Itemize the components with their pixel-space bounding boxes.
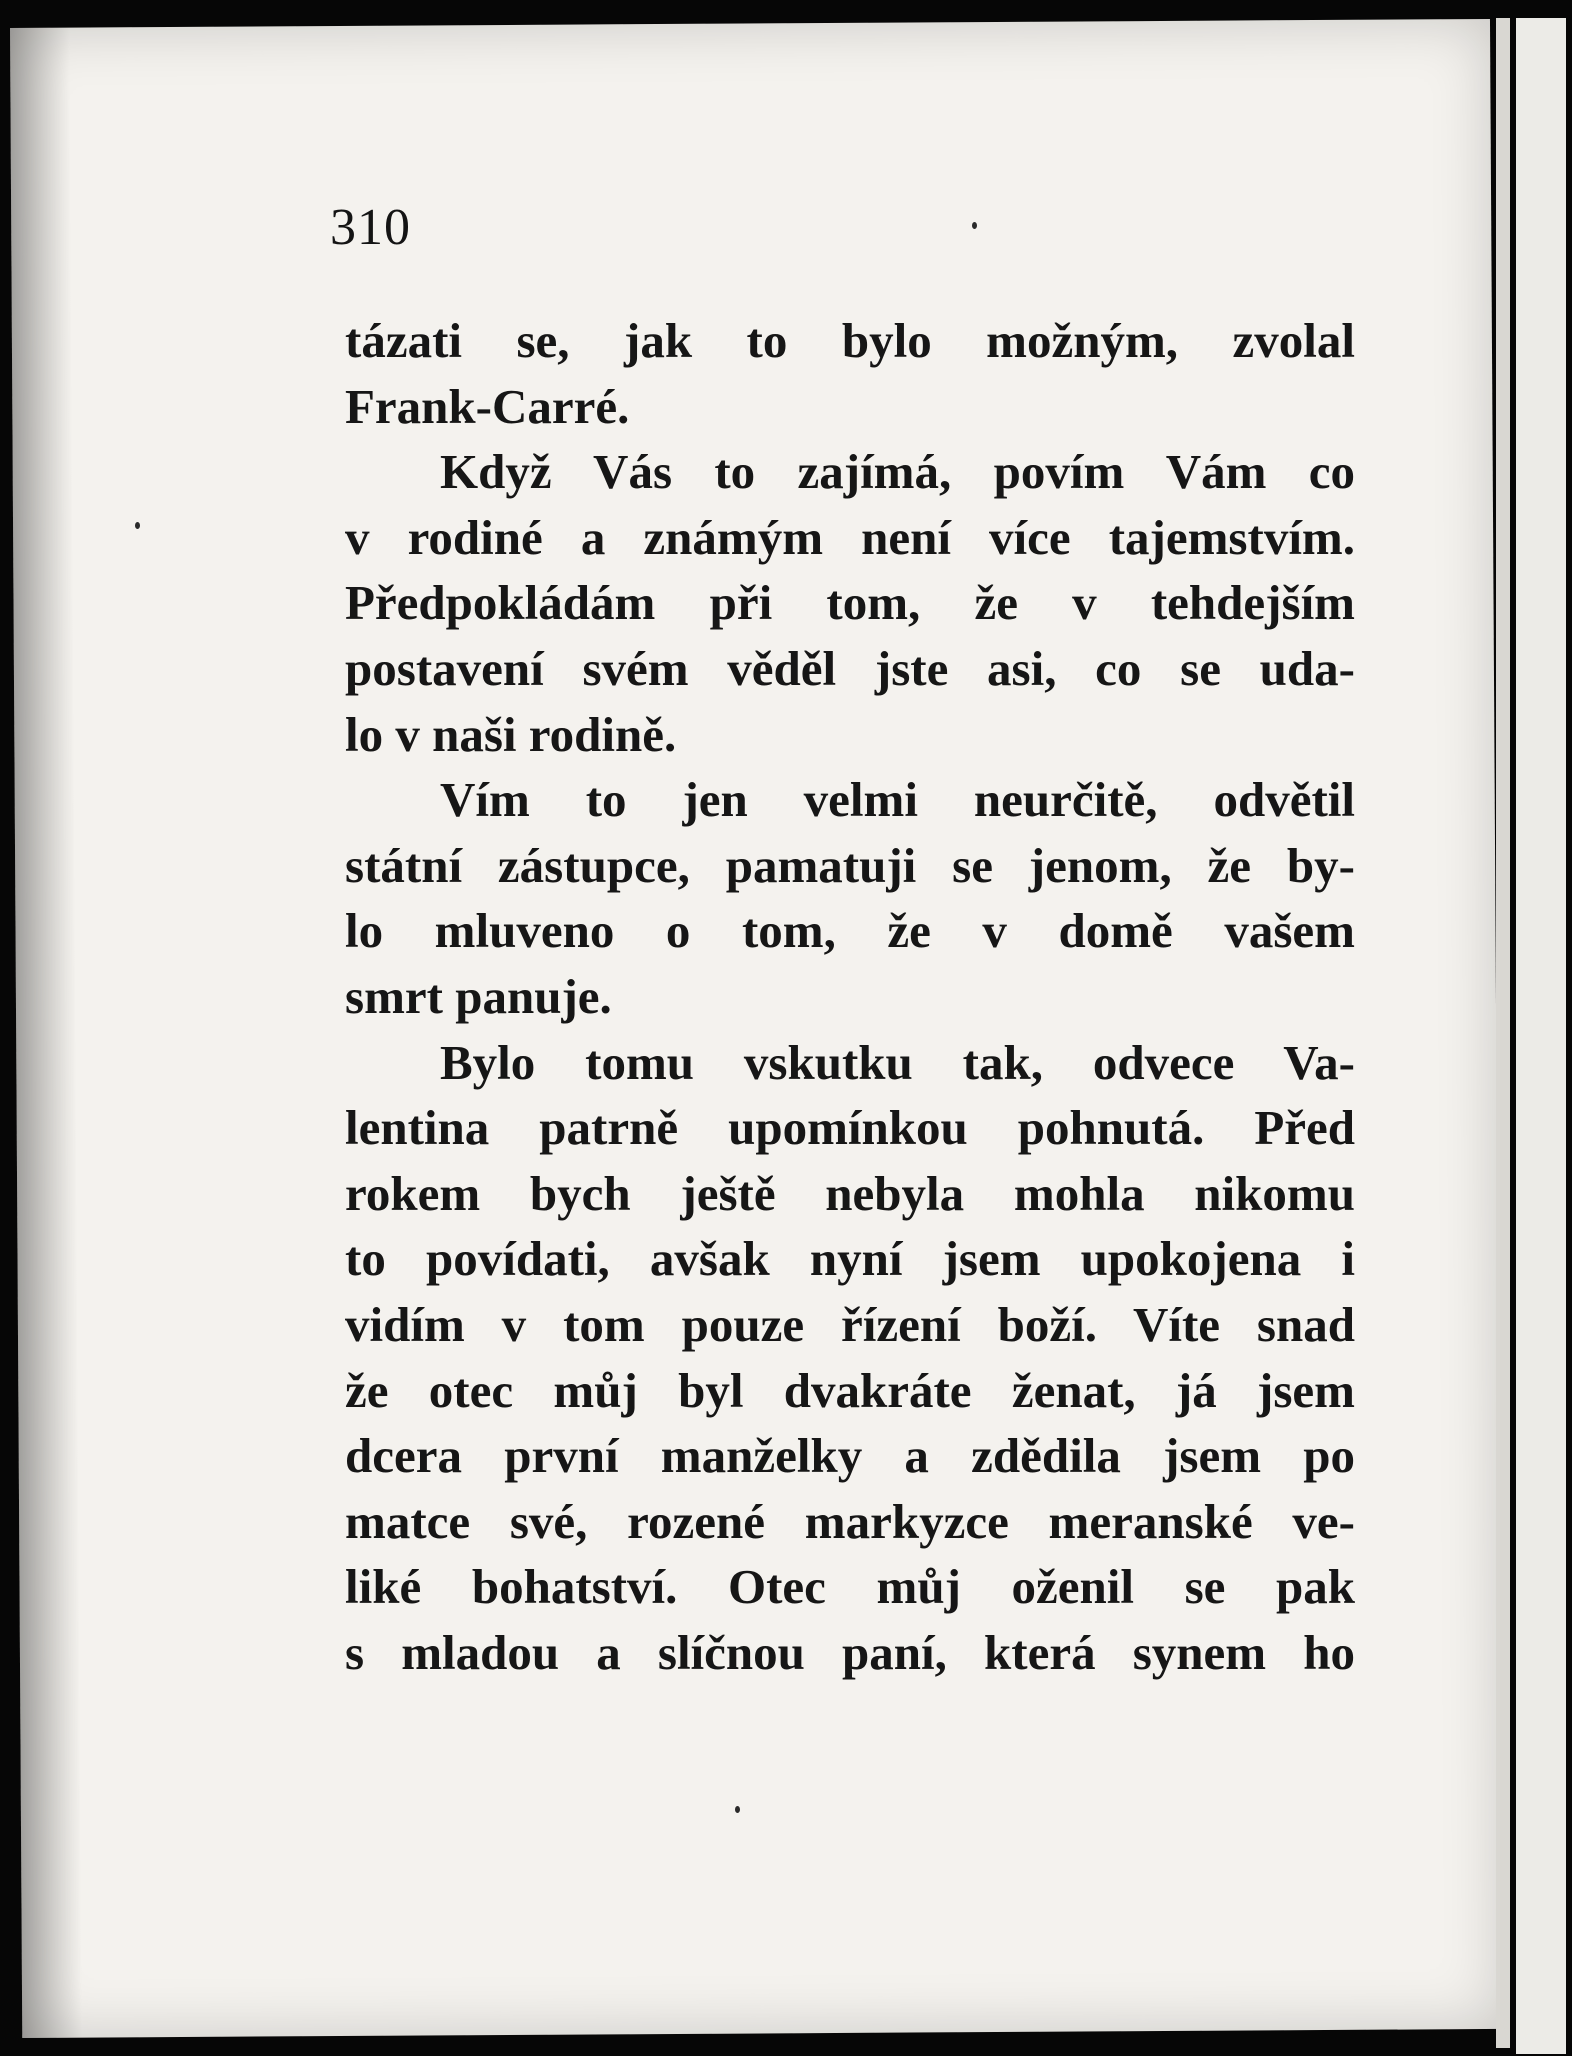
text-line: tázati se, jak to bylo možným, zvolal	[345, 313, 1355, 368]
text-line: lo mluveno o tom, že v domě vašem	[345, 903, 1355, 959]
ink-speck	[135, 522, 140, 529]
text-line: lentina patrně upomínkou pohnutá. Před	[345, 1100, 1355, 1156]
ink-speck	[972, 222, 977, 229]
page-shadow-edge	[10, 28, 82, 2038]
adjacent-page-edge	[1516, 18, 1566, 2054]
text-line: Frank-Carré.	[345, 378, 630, 434]
text-line: to povídati, avšak nyní jsem upokojena i	[345, 1231, 1355, 1287]
text-line: v rodiné a známým není více tajemstvím.	[345, 509, 1355, 565]
text-line: Předpokládám při tom, že v tehdejším	[345, 575, 1355, 631]
text-line: vidím v tom pouze řízení boží. Víte snad	[345, 1296, 1355, 1352]
body-text	[345, 308, 1355, 1685]
text-line: Bylo tomu vskutku tak, odvece Va-	[440, 1034, 1355, 1090]
text-line: liké bohatství. Otec můj oženil se pak	[345, 1559, 1355, 1615]
text-line: státní zástupce, pamatuji se jenom, že by-	[345, 837, 1355, 893]
text-line: s mladou a slíčnou paní, která synem ho	[345, 1624, 1355, 1680]
text-line: smrt panuje.	[345, 968, 612, 1024]
text-line: matce své, rozené markyzce meranské ve-	[345, 1493, 1355, 1549]
text-line: Vím to jen velmi neurčitě, odvětil	[440, 772, 1355, 828]
text-line: lo v naši rodině.	[345, 706, 677, 762]
text-line: že otec můj byl dvakráte ženat, já jsem	[345, 1362, 1355, 1418]
text-line: dcera první manželky a zdědila jsem po	[345, 1428, 1355, 1484]
text-line: Když Vás to zajímá, povím Vám co	[440, 444, 1355, 500]
text-line: postavení svém věděl jste asi, co se uda-	[345, 640, 1355, 696]
text-line: rokem bych ještě nebyla mohla nikomu	[345, 1165, 1355, 1221]
ink-speck	[735, 1806, 740, 1813]
page-gutter	[1496, 18, 1510, 2048]
page-number: 310	[330, 199, 411, 256]
